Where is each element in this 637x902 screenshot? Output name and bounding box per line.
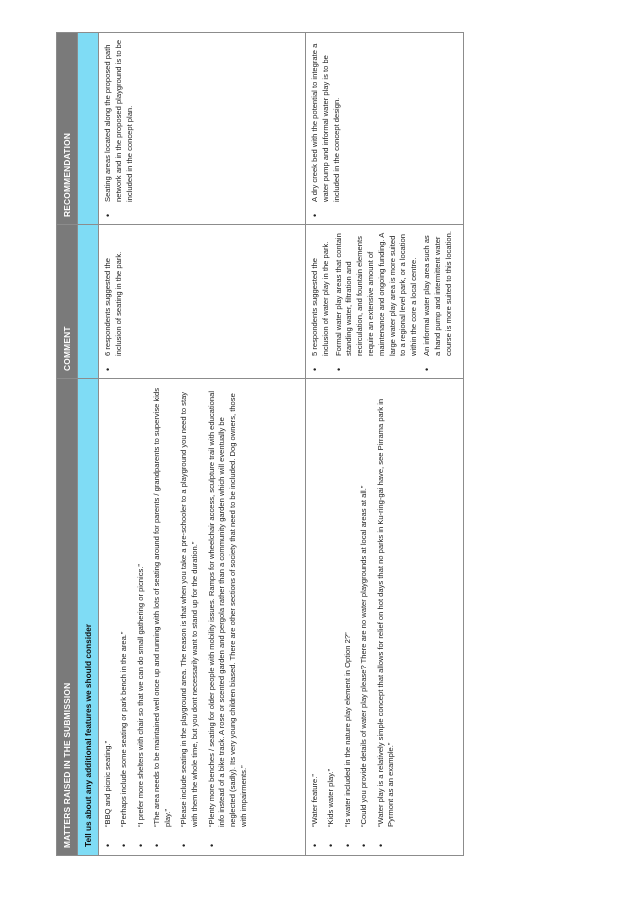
section-blank-recommendation bbox=[78, 33, 99, 225]
submissions-cell bbox=[99, 379, 306, 856]
submission-table bbox=[56, 32, 464, 856]
submission-item: • “Plenty more benches / seating for older people with mobility issues. Ramps for wheelchair access, sculpture trail with educational info instead of a bike track. A rose or scented garden and pergola rather than a community garden which will eventually be neglected (sadly). Its very young children biased. There are other sections of society that need to be included. Dog owners, those with impairments.” bbox=[207, 385, 250, 849]
comment-item: • An informal water play area such as a hand pump and intermittent water course is more suited to this location. bbox=[422, 231, 454, 372]
recommendation-list bbox=[99, 33, 141, 224]
recommendation-item: • Seating areas located along the proposed path network and in the proposed playground is to be included in the concept plan. bbox=[103, 39, 135, 218]
section-blank-comment bbox=[78, 225, 99, 379]
submissions-list bbox=[306, 379, 407, 855]
comment-cell bbox=[99, 225, 306, 379]
submission-item: • “BBQ and picnic seating.” bbox=[103, 385, 114, 849]
table-row-water-play bbox=[306, 33, 464, 856]
submission-item: • “Please include seating in the playground area. The reason is that when you take a pre-schooler to a playground you need to stay with them the whole time, but you dont necessarily want to stand up for the duration.” bbox=[179, 385, 201, 849]
submissions-cell bbox=[306, 379, 464, 856]
submission-item: • “I prefer more shelters with chair so that we can do small gathering or picnics.” bbox=[136, 385, 147, 849]
table-header-row bbox=[57, 33, 78, 856]
submission-item: • “Kids water play.” bbox=[326, 385, 337, 849]
table-row-seating bbox=[99, 33, 306, 856]
comment-list bbox=[306, 225, 460, 378]
submission-item: • “Water play is a relatively simple concept that allows for relief on hot days that no parks in Ku-ring-gai have, see Pirrama park in Pyrmont as an example.” bbox=[376, 385, 398, 849]
submission-item: • “Could you provide details of water play please? There are no water playgrounds at local areas at all.” bbox=[359, 385, 370, 849]
header-comment: COMMENT bbox=[57, 225, 78, 379]
comment-item: • 5 respondents suggested the inclusion of water play in the park. bbox=[310, 231, 332, 372]
comment-item: • Formal water play areas that contain standing water, filtration and recirculation, and fountain elements require an extensive amount of maintenance and ongoing funding. A large water play area is more suited to a regional level park, or a location within the core a local centre. bbox=[334, 231, 420, 372]
recommendation-list bbox=[306, 33, 348, 224]
section-row bbox=[78, 33, 99, 856]
submission-item: • “Perhaps include some seating or park bench in the area.” bbox=[119, 385, 130, 849]
comment-cell bbox=[306, 225, 464, 379]
recommendation-cell bbox=[306, 33, 464, 225]
submissions-list bbox=[99, 379, 259, 855]
comment-item: • 6 respondents suggested the inclusion of seating in the park. bbox=[103, 231, 125, 372]
section-title: Tell us about any additional features we should consider bbox=[78, 379, 99, 856]
header-recommendation: RECOMMENDATION bbox=[57, 33, 78, 225]
recommendation-cell bbox=[99, 33, 306, 225]
comment-list bbox=[99, 225, 131, 378]
header-matters: MATTERS RAISED IN THE SUBMISSION bbox=[57, 379, 78, 856]
submission-table-landscape bbox=[56, 33, 462, 856]
submission-item: • “Is water included in the nature play element in Option 2?” bbox=[343, 385, 354, 849]
submission-item: • “The area needs to be maintained well once up and running with lots of seating around for parents / grandparents to supervise kids play.” bbox=[152, 385, 174, 849]
submission-item: • “Water feature.” bbox=[310, 385, 321, 849]
recommendation-item: • A dry creek bed with the potential to integrate a water pump and informal water play is to be included in the concept design. bbox=[310, 39, 342, 218]
